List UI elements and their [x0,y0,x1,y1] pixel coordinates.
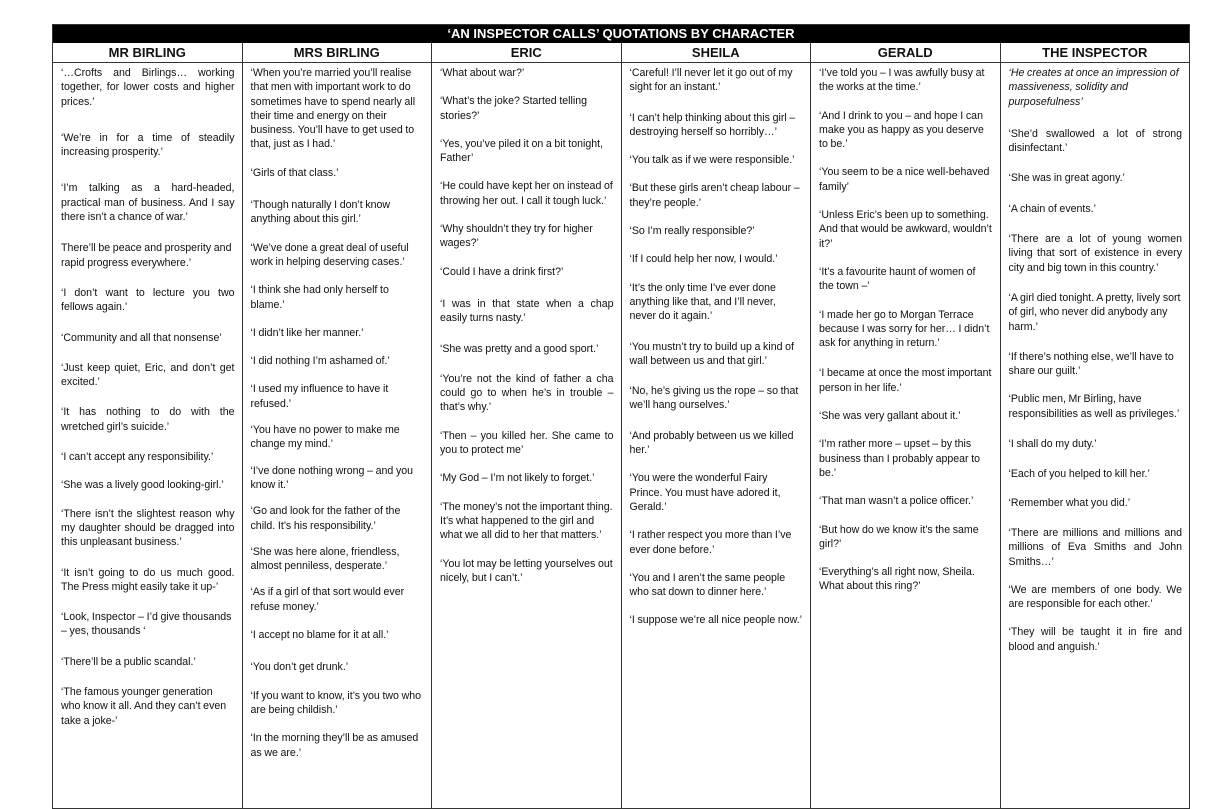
quote: ‘…Crofts and Birlings… working together, for lower costs and higher prices.’ [61,67,235,108]
quote: ‘The famous younger generation who know it all. And they can’t even take a joke-’ [61,686,227,727]
quote: ‘Careful! I’ll never let it go out of my sight for an instant.’ [629,67,793,94]
quote: ‘She was in great agony.’ [1008,172,1125,185]
quote: ‘It’s a favourite haunt of women of the town –’ [819,265,976,293]
quote: ‘You seem to be a nice well-behaved family’ [819,166,990,193]
quote: ‘A chain of events.’ [1008,202,1096,215]
column-the-inspector [1000,63,1190,808]
header-eric: ERIC [431,43,621,62]
quote: ‘Everything’s all right now, Sheila. What about this ring?’ [819,566,975,593]
quote: ‘Yes, you’ve piled it on a bit tonight, Father’ [440,137,603,165]
quote: ‘If I could help her now, I would.’ [629,253,778,266]
column-mrs-birling [242,63,432,808]
quote: ‘I’ve told you – I was awfully busy at the works at the time.’ [819,67,985,94]
quote: ‘You mustn’t try to build up a kind of wall between us and that girl.’ [629,340,794,367]
quote: ‘I accept no blame for it at all.’ [250,629,389,642]
quote: ‘Unless Eric’s been up to something. And that would be awkward, wouldn’t it?’ [819,209,992,250]
quote: ‘Look, Inspector – I’d give thousands – yes, thousands ‘ [61,611,232,638]
quote: ‘I made her go to Morgan Terrace because I was sorry for her… I didn’t ask for anything in return.’ [819,308,990,350]
quotation-table [52,24,1190,809]
quote: ‘There are a lot of young women living that sort of existence in every city and big town in this country.’ [1008,233,1182,274]
quote: ‘You don’t get drunk.’ [250,661,349,674]
quote: ‘I don’t want to lecture you two fellows again.’ [61,286,235,314]
quote: ‘We’ve done a great deal of useful work in helping deserving cases.’ [250,241,409,268]
quote: ‘They will be taught it in fire and blood and anguish.’ [1008,626,1182,653]
quote: ‘Just keep quiet, Eric, and don’t get excited.’ [61,361,235,389]
quote: ‘She was very gallant about it.’ [819,410,961,423]
quote: There’ll be peace and prosperity and rapid progress everywhere.’ [61,242,232,269]
quote: ‘If there’s nothing else, we’ll have to share our guilt.’ [1008,350,1174,378]
character-header-row [53,43,1189,63]
quote: ‘Why shouldn’t they try for higher wages?’ [440,223,593,250]
header-the-inspector: THE INSPECTOR [1000,43,1190,62]
quote: ‘Remember what you did.’ [1008,496,1131,509]
column-sheila [621,63,811,808]
quote: ‘There isn’t the slightest reason why my daughter should be dragged into this unpleasant business.’ [61,507,235,549]
header-mr-birling: MR BIRLING [108,45,186,60]
quote: ‘You talk as if we were responsible.’ [629,154,795,167]
quote: ‘My God – I’m not likely to forget.’ [440,472,595,485]
quote: ‘You have no power to make me change my mind.’ [250,424,400,451]
quote: ‘I used my influence to have it refused.’ [250,383,389,410]
quote: ‘But how do we know it’s the same girl?’ [819,523,979,550]
quote: ‘I think she had only herself to blame.’ [250,284,389,311]
quote: ‘What’s the joke? Started telling stories?’ [440,95,587,122]
quote: ‘If you want to know, it’s you two who are being childish.’ [250,689,422,716]
quote: ‘We are members of one body. We are responsible for each other.’ [1008,583,1182,611]
quote: ‘Girls of that class.’ [250,166,339,179]
quote: ‘It has nothing to do with the wretched girl’s suicide.’ [61,406,235,433]
header-mrs-birling: MRS BIRLING [242,43,432,62]
column-eric [431,63,621,808]
quote: ‘That man wasn’t a police officer.’ [819,495,974,508]
quote: ‘I suppose we’re all nice people now.’ [629,614,803,627]
quote: ‘Could I have a drink first?’ [440,265,564,278]
quote: ‘He creates at once an impression of massiveness, solidity and purposefulness’ [1008,67,1179,108]
quote: ‘Each of you helped to kill her.’ [1008,468,1150,481]
quote: ‘A girl died tonight. A pretty, lively sort of girl, who never did anybody any harm.’ [1008,291,1181,333]
quote: ‘There are millions and millions and millions of Eva Smiths and John Smiths…’ [1008,526,1182,568]
quote: ‘You were the wonderful Fairy Prince. You must have adored it, Gerald.’ [629,472,781,513]
quote: ‘So I’m really responsible?’ [629,225,755,238]
quote: ‘I rather respect you more than I’ve ever done before.’ [629,529,792,556]
quote: ‘He could have kept her on instead of throwing her out. I call it tough luck.’ [440,180,613,207]
quote: ‘But these girls aren’t cheap labour – they’re people.’ [629,182,800,209]
quote: ‘I did nothing I’m ashamed of.’ [250,355,390,368]
quote: ‘I’m rather more – upset – by this business than I probably appear to be.’ [819,438,981,479]
quote: ‘As if a girl of that sort would ever refuse money.’ [250,586,405,613]
quote: ‘I didn’t like her manner.’ [250,326,364,339]
quote: ‘I’ve done nothing wrong – and you know it.’ [250,464,414,491]
quote: ‘It isn’t going to do us much good. The Press might easily take it up-’ [61,566,235,593]
quote: ‘We’re in for a time of steadily increasing prosperity.’ [61,131,235,159]
quote: ‘Then – you killed her. She came to you to protect me’ [440,429,614,457]
quote: ‘What about war?’ [440,67,525,79]
quote: ‘I can’t accept any responsibility.’ [61,451,214,464]
quote: ‘She was a lively good looking-girl.’ [61,479,224,492]
quote: ‘Though naturally I don’t know anything about this girl.’ [250,199,391,226]
quote: ‘I became at once the most important person in her life.’ [819,367,992,394]
quote: ‘There’ll be a public scandal.’ [61,655,196,668]
column-mr-birling [53,63,242,808]
quote: ‘And I drink to you – and hope I can make you as happy as you deserve to be.’ [819,109,984,151]
quote: ‘It’s the only time I’ve ever done anything like that, and I’ll never, never do it again.’ [629,281,776,323]
quote: ‘Community and all that nonsense’ [61,331,222,344]
column-gerald [810,63,1000,808]
quote: ‘I was in that state when a chap easily turns nasty.’ [440,297,614,325]
quote: ‘No, he’s giving us the rope – so that we’ll hang ourselves.’ [629,385,799,412]
quote-columns [53,63,1189,808]
quote: ‘She’d swallowed a lot of strong disinfectant.’ [1008,127,1182,155]
quote: ‘You lot may be letting yourselves out nicely, but I can’t.’ [440,557,613,584]
quote: ‘She was here alone, friendless, almost penniless, desperate.’ [250,545,400,573]
header-gerald: GERALD [810,43,1000,62]
quote: ‘The money’s not the important thing. It’s what happened to the girl and what we all did to her that matters.’ [440,500,613,542]
quote: ‘In the morning they’ll be as amused as we are.’ [250,732,419,759]
quote: ‘I’m talking as a hard-headed, practical man of business. And I say there isn’t a chance of war.’ [61,182,235,224]
quote: ‘Public men, Mr Birling, have responsibilities as well as privileges.’ [1008,393,1180,420]
quote: ‘When you’re married you’ll realise that men with important work to do sometimes have to spend nearly all their time and energy on their business. You’ll have to get used to that, just as I had.’ [250,67,416,151]
quote: ‘She was pretty and a good sport.’ [440,342,599,355]
quote: ‘I can’t help thinking about this girl – destroying herself so horribly…’ [629,111,796,138]
header-sheila: SHEILA [621,43,811,62]
quote: ‘Go and look for the father of the child. It’s his responsibility.’ [250,505,401,532]
quote: ‘You’re not the kind of father a cha could go to when he’s in trouble – that’s why.’ [440,372,614,414]
quote: ‘I shall do my duty.’ [1008,438,1097,451]
quote: ‘And probably between us we killed her.’ [629,429,794,457]
table-title: ‘AN INSPECTOR CALLS’ QUOTATIONS BY CHARACTER [53,25,1189,43]
quote: ‘You and I aren’t the same people who sat down to dinner here.’ [629,571,786,599]
